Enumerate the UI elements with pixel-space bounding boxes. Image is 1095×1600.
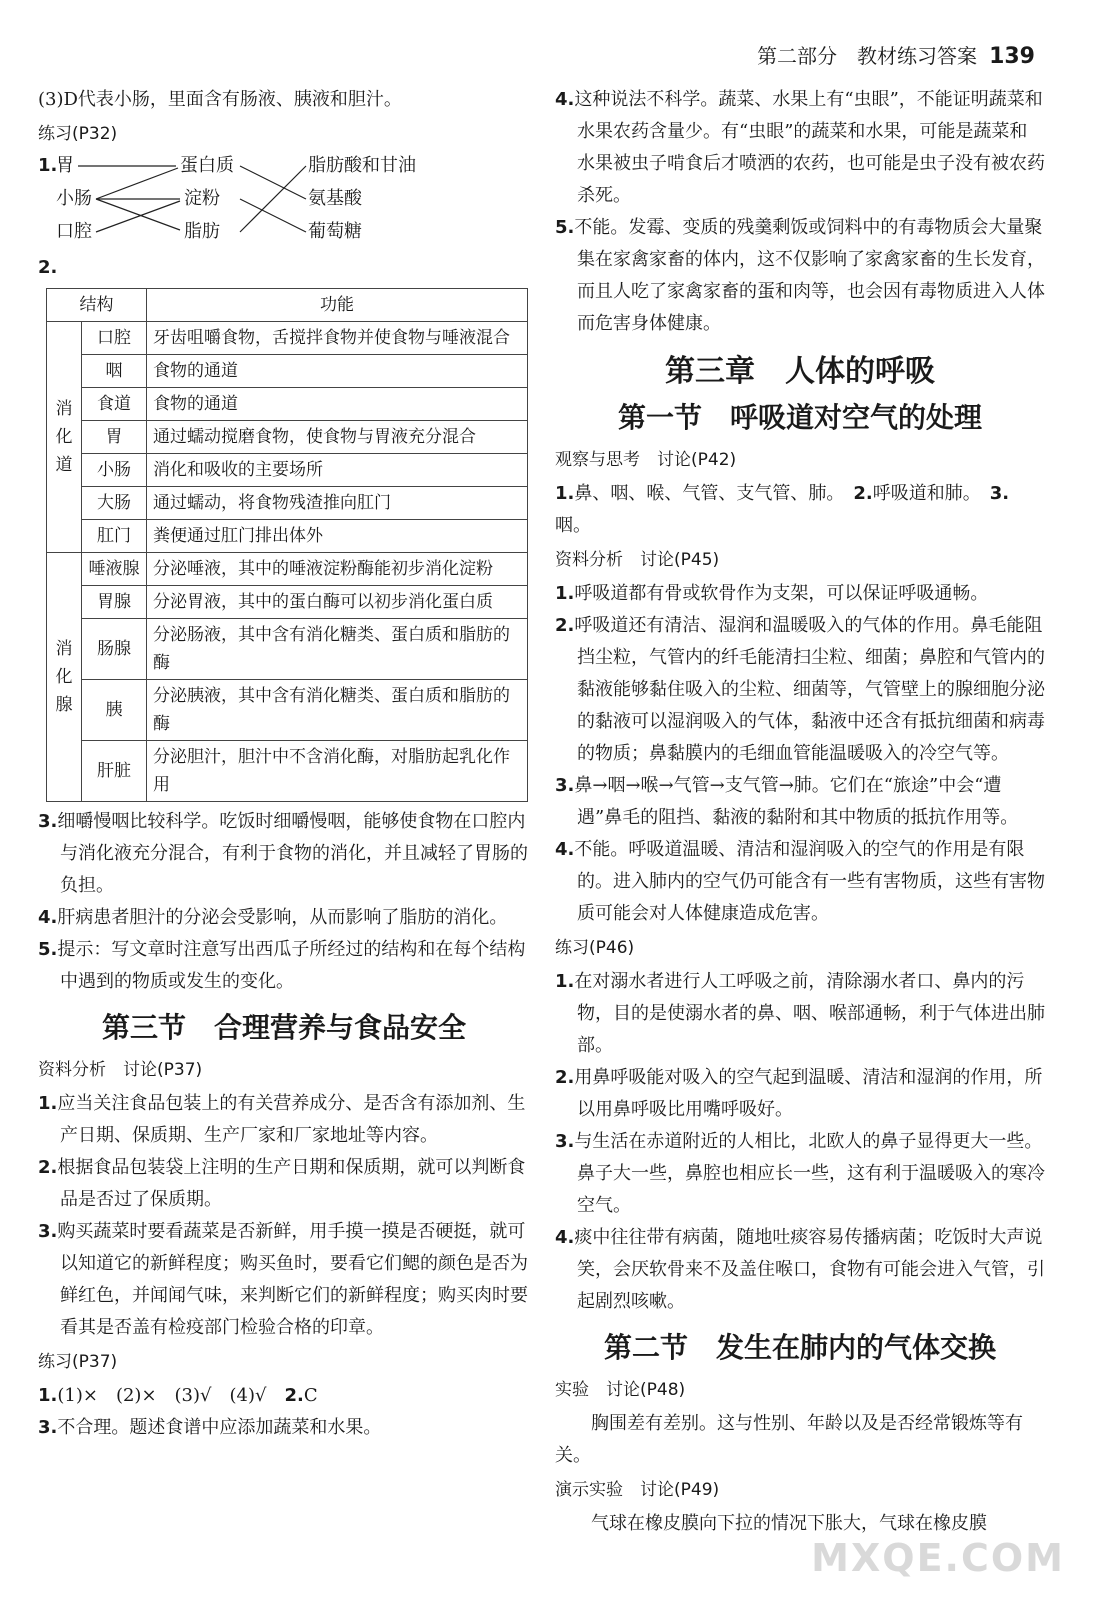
item-text: (1)× (2)× (3)√ (4)√ [57,1385,285,1406]
item-text: 提示：写文章时注意写出西瓜子所经过的结构和在每个结构中遇到的物质或发生的变化。 [57,939,526,992]
item-text: 不能。发霉、变质的残羹剩饭或饲料中的有毒物质会大量聚集在家禽家畜的体内，这不仅影响了家禽家畜的生长发育，而且人吃了家禽家畜的蛋和肉等，也会因有毒物质进入人体而危害身体健康。 [574,217,1045,334]
section-title: 第二节 发生在肺内的气体交换 [603,1331,996,1364]
match-nutrient: 脂肪 [184,221,220,242]
item-number: 4. [555,839,575,860]
answer-item [38,1152,530,1216]
item-number: 1. [555,583,575,604]
question-number: 1. [38,155,58,176]
answer-item [555,1126,1045,1222]
watermark [811,1536,1065,1580]
page-number: 139 [989,44,1035,69]
function-cell: 分泌胃液，其中的蛋白酶可以初步消化蛋白质 [147,586,528,619]
subheading: 练习(P46) [555,938,635,958]
answer-item [555,966,1045,1062]
header-section: 第二部分 教材练习答案 [757,44,978,68]
match-organ: 口腔 [56,221,92,242]
answer-item [555,84,1045,212]
answer-item [555,834,1045,930]
item-number: 5. [38,939,58,960]
item-number: 2. [284,1385,304,1406]
answer-item [555,770,1045,834]
table-row [47,322,528,355]
item-text: 购买蔬菜时要看蔬菜是否新鲜，用手摸一摸是否硬挺，就可以知道它的新鲜程度；购买鱼时，要看它们鳃的颜色是否为鲜红色，并闻闻气味，来判断它们的新鲜程度；购买肉时要看其是否盖有检疫部门检验合格的印章。 [57,1221,528,1338]
table-row [47,454,528,487]
match-product: 脂肪酸和甘油 [308,155,416,176]
item-text: C [303,1385,318,1406]
item-text: 鼻、咽、喉、气管、支气管、肺。 [574,483,854,504]
function-cell: 分泌胆汁，胆汁中不含消化酶，对脂肪起乳化作用 [147,741,528,802]
answer-item [38,806,530,902]
item-text: 鼻→咽→喉→气管→支气管→肺。它们在“旅途”中会“遭遇”鼻毛的阻挡、黏液的黏附和其中物质的抵抗作用等。 [574,775,1019,828]
item-text: 咽。 [555,515,591,536]
table-row [47,680,528,741]
answer-item [38,934,530,998]
item-number: 5. [555,217,575,238]
item-number: 2. [555,615,575,636]
item-number: 4. [555,89,575,110]
paragraph: 胸围差有差别。这与性别、年龄以及是否经常锻炼等有关。 [555,1413,1023,1466]
subheading: 实验 讨论(P48) [555,1380,686,1400]
function-cell: 通过蠕动搅磨食物，使食物与胃液充分混合 [147,421,528,454]
table-row [47,619,528,680]
organ-cell: 小肠 [82,454,147,487]
answer-item [38,1380,530,1412]
function-cell: 分泌胰液，其中含有消化糖类、蛋白质和脂肪的酶 [147,680,528,741]
item-number: 3. [555,1131,575,1152]
answer-item [38,1088,530,1152]
function-cell: 通过蠕动，将食物残渣推向肛门 [147,487,528,520]
subheading-practice-p37: 练习(P37) [38,1352,118,1372]
organ-cell: 胰 [82,680,147,741]
item-number: 3. [989,483,1010,504]
function-cell: 分泌肠液，其中含有消化糖类、蛋白质和脂肪的酶 [147,619,528,680]
answer-item [555,478,1045,542]
subheading: 观察与思考 讨论(P42) [555,450,737,470]
table-row [47,388,528,421]
organ-cell: 肛门 [82,520,147,553]
table-row [47,553,528,586]
subheading-practice-p32: 练习(P32) [38,124,118,144]
section-title: 第三节 合理营养与食品安全 [101,1011,466,1044]
item-number: 2. [555,1067,575,1088]
answer-item [38,902,530,934]
item-number: 1. [38,1093,58,1114]
item-number: 3. [38,1221,58,1242]
table-row [47,520,528,553]
page-header [757,40,1035,69]
item-text: 应当关注食品包装上的有关营养成分、是否含有添加剂、生产日期、保质期、生产厂家和厂家地址等内容。 [57,1093,526,1146]
subheading: 资料分析 讨论(P45) [555,550,720,570]
subheading: 演示实验 讨论(P49) [555,1480,720,1500]
watermark-text: MXQE.COM [811,1536,1065,1580]
item-text: 根据食品包装袋上注明的生产日期和保质期，就可以判断食品是否过了保质期。 [57,1157,526,1210]
organ-cell: 唾液腺 [82,553,147,586]
item-text: 这种说法不科学。蔬菜、水果上有“虫眼”，不能证明蔬菜和水果农药含量少。有“虫眼”的蔬菜和水果，可能是蔬菜和水果被虫子啃食后才喷洒的农药，也可能是虫子没有被农药杀死。 [574,89,1045,206]
group-label: 消 化 道 [47,322,82,553]
organ-cell: 大肠 [82,487,147,520]
item-text: 细嚼慢咽比较科学。吃饭时细嚼慢咽，能够使食物在口腔内与消化液充分混合，有利于食物的消化，并且减轻了胃肠的负担。 [57,811,528,896]
item-number: 3. [38,811,58,832]
function-cell: 食物的通道 [147,388,528,421]
organ-cell: 咽 [82,355,147,388]
answer-item [555,578,1045,610]
match-organ: 胃 [56,155,74,176]
item-text: 呼吸道都有骨或软骨作为支架，可以保证呼吸通畅。 [574,583,989,604]
match-product: 葡萄糖 [308,221,362,242]
organ-cell: 胃 [82,421,147,454]
item-number: 1. [555,483,575,504]
organ-cell: 胃腺 [82,586,147,619]
item-number: 4. [555,1227,575,1248]
column-header: 功能 [147,289,528,322]
item-text: 在对溺水者进行人工呼吸之前，清除溺水者口、鼻内的污物，目的是使溺水者的鼻、咽、喉部通畅，利于气体进出肺部。 [574,971,1045,1056]
answer-item [555,212,1045,340]
table-row [47,487,528,520]
left-column [38,84,530,1444]
section-title: 第一节 呼吸道对空气的处理 [617,401,982,434]
table-row [47,586,528,619]
function-cell: 分泌唾液，其中的唾液淀粉酶能初步消化淀粉 [147,553,528,586]
match-nutrient: 蛋白质 [180,155,234,176]
answer-item [38,1412,530,1444]
answer-item [555,610,1045,770]
table-row [47,355,528,388]
subheading: 资料分析 讨论(P37) [38,1060,203,1080]
item-text: 与生活在赤道附近的人相比，北欧人的鼻子显得更大一些。鼻子大一些，鼻腔也相应长一些，这有利于温暖吸入的寒冷空气。 [574,1131,1045,1216]
match-product: 氨基酸 [308,188,362,209]
match-organ: 小肠 [56,188,92,209]
item-text: 不合理。题述食谱中应添加蔬菜和水果。 [57,1417,382,1438]
function-cell: 消化和吸收的主要场所 [147,454,528,487]
paragraph: 气球在橡皮膜向下拉的情况下胀大，气球在橡皮膜 [591,1513,987,1534]
item-text: 呼吸道和肺。 [872,483,990,504]
organ-cell: 食道 [82,388,147,421]
item-text: 呼吸道还有清洁、湿润和温暖吸入的气体的作用。鼻毛能阻挡尘粒，气管内的纤毛能清扫尘粒、细菌；鼻腔和气管内的黏液能够黏住吸入的尘粒、细菌等，气管壁上的腺细胞分泌的黏液可以湿润吸入的气体，黏液中还含有抵抗细菌和病毒的物质；鼻黏膜内的毛细血管能温暖吸入的冷空气等。 [574,615,1045,764]
answer-item [555,1222,1045,1318]
item-text: 痰中往往带有病菌，随地吐痰容易传播病菌；吃饭时大声说笑，会厌软骨来不及盖住喉口，食物有可能会进入气管，引起剧烈咳嗽。 [574,1227,1045,1312]
function-cell: 牙齿咀嚼食物，舌搅拌食物并使食物与唾液混合 [147,322,528,355]
answer-item [555,1062,1045,1126]
item-text: 用鼻呼吸能对吸入的空气起到温暖、清洁和湿润的作用，所以用鼻呼吸比用嘴呼吸好。 [574,1067,1043,1120]
organ-cell: 口腔 [82,322,147,355]
column-header: 结构 [47,289,147,322]
answer-item [38,1216,530,1344]
group-label: 消 化 腺 [47,553,82,802]
table-row [47,741,528,802]
answer-line: (3)D代表小肠，里面含有肠液、胰液和胆汁。 [38,89,402,110]
function-cell: 食物的通道 [147,355,528,388]
digestive-structure-table [46,288,528,802]
organ-cell: 肝脏 [82,741,147,802]
question-number: 2. [38,257,58,278]
item-number: 1. [555,971,575,992]
matching-diagram [38,154,530,246]
item-text: 肝病患者胆汁的分泌会受影响，从而影响了脂肪的消化。 [57,907,508,928]
organ-cell: 肠腺 [82,619,147,680]
item-number: 3. [555,775,575,796]
chapter-title: 第三章 人体的呼吸 [665,354,935,389]
item-number: 2. [38,1157,58,1178]
item-number: 3. [38,1417,58,1438]
right-column [555,84,1045,1540]
item-number: 4. [38,907,58,928]
item-number: 1. [38,1385,58,1406]
table-header-row [47,289,528,322]
matching-lines [38,154,338,246]
item-text: 不能。呼吸道温暖、清洁和湿润吸入的空气的作用是有限的。进入肺内的空气仍可能含有一些有害物质，这些有害物质可能会对人体健康造成危害。 [574,839,1045,924]
table-row [47,421,528,454]
match-nutrient: 淀粉 [184,188,220,209]
item-number: 2. [853,483,873,504]
function-cell: 粪便通过肛门排出体外 [147,520,528,553]
